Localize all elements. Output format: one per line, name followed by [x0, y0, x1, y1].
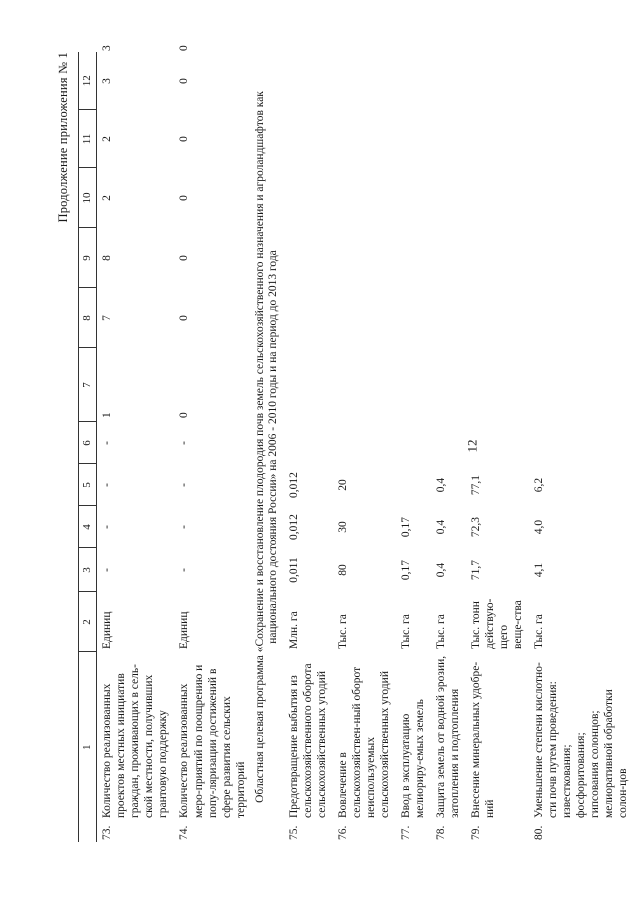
table-row	[396, 52, 431, 842]
value-cell	[431, 288, 466, 348]
column-header: 4	[79, 506, 97, 548]
unit-cell: Тыс. га	[337, 614, 350, 649]
value-cell	[396, 464, 431, 506]
row-number: 79.	[470, 825, 483, 840]
value-cell	[466, 288, 529, 348]
value-cell	[529, 168, 634, 228]
indicator-cell: Внесение минеральных удобре-ний	[470, 661, 497, 818]
value-cell: -	[101, 483, 114, 487]
value-cell	[529, 288, 634, 348]
section-row	[252, 52, 285, 842]
value-cell	[284, 348, 333, 422]
column-header: 2	[79, 592, 97, 652]
row-number: 78.	[435, 825, 448, 840]
value-cell: 7	[101, 315, 114, 321]
value-cell: 1	[101, 412, 114, 418]
column-header: 9	[79, 228, 97, 288]
value-cell: -	[178, 568, 191, 572]
value-cell: 0	[178, 412, 191, 418]
rotated-page-content	[50, 45, 640, 842]
indicator-cell: Защита земель от водной эрозии, затопления и подтопления	[435, 655, 462, 818]
value-cell: 0	[178, 315, 191, 321]
row-number: 76.	[337, 825, 350, 840]
value-cell	[333, 228, 396, 288]
value-cell: 0,012	[288, 514, 301, 540]
value-cell	[431, 110, 466, 168]
value-cell: 80	[337, 564, 350, 576]
value-cell	[431, 168, 466, 228]
value-cell	[284, 168, 333, 228]
value-cell	[333, 110, 396, 168]
value-cell: 71,7	[470, 559, 483, 581]
indicator-cell	[529, 652, 634, 820]
value-cell	[333, 348, 396, 422]
value-cell	[333, 52, 396, 110]
value-cell	[396, 228, 431, 288]
value-cell	[431, 348, 466, 422]
value-cell	[396, 110, 431, 168]
value-cell: -	[178, 483, 191, 487]
value-cell: 2	[101, 195, 114, 201]
table-row	[466, 52, 529, 842]
value-cell: 4,1	[533, 562, 546, 578]
value-cell	[284, 228, 333, 288]
section-title: Областная целевая программа «Сохранение и восстановление плодородия почв земель сельскохозяйственного назначения и агроландшафтов как национального достояния России» на 2006 - 2010 годы и на период до 2013 года	[253, 91, 280, 803]
row-number: 74.	[178, 825, 191, 840]
indicators-table	[78, 45, 635, 842]
column-header: 3	[79, 548, 97, 592]
indicator-cell: Количество реализованных меро-приятий по поощрению и попу-ляризации достижений в сфере развития сельских территорий	[178, 664, 247, 818]
table-row	[284, 52, 333, 842]
value-cell	[466, 228, 529, 288]
value-cell: 0,17	[400, 516, 413, 538]
value-cell: -	[101, 525, 114, 529]
column-header: 11	[79, 110, 97, 168]
row-number: 73.	[101, 825, 114, 840]
value-cell	[466, 110, 529, 168]
value-cell	[466, 52, 529, 110]
unit-cell: Млн. га	[288, 611, 301, 649]
column-header-row	[79, 52, 97, 842]
value-cell	[333, 422, 396, 464]
value-cell	[284, 422, 333, 464]
value-cell: 20	[337, 479, 350, 491]
unit-cell: Тыс. га	[435, 614, 448, 649]
column-header: 5	[79, 464, 97, 506]
unit-cell: Тыс. га	[400, 614, 413, 649]
value-cell: 8	[101, 255, 114, 261]
value-cell: 0,012	[288, 472, 301, 498]
value-cell	[529, 110, 634, 168]
value-cell: 0	[178, 255, 191, 261]
value-cell	[529, 422, 634, 464]
value-cell	[284, 52, 333, 110]
column-header: 1	[79, 652, 97, 842]
value-cell	[284, 288, 333, 348]
value-cell	[284, 110, 333, 168]
value-cell	[431, 422, 466, 464]
value-cell: 0	[178, 78, 191, 84]
indicator-cell: Количество реализованных проектов местных инициатив граждан, проживающих в сель-ской местности, получивших грантовую поддержку	[101, 664, 170, 818]
value-cell	[333, 168, 396, 228]
table-row	[431, 52, 466, 842]
indicator-line: мелиоративной обработки солон-цов	[603, 689, 630, 818]
value-cell: 0	[178, 136, 191, 142]
column-header: 10	[79, 168, 97, 228]
column-header: 8	[79, 288, 97, 348]
table-row: 74. Количество реализованных меро-приятий по поощрению и попу-ляризации достижений в сфере развития сельских территорий Единиц - - - - 0 0 0 0 0 0 0	[174, 52, 251, 842]
indicator-line: гипсования солонцов;	[589, 710, 602, 818]
indicator-cell: Предотвращение выбытия из сельскохозяйственного оборота сельскохозяйственных угодий	[288, 663, 329, 818]
value-cell: -	[101, 568, 114, 572]
indicator-cell: Ввод в эксплуатацию мелиориру-емых земель	[400, 699, 427, 818]
value-cell	[431, 228, 466, 288]
value-cell	[333, 288, 396, 348]
value-cell: 3	[101, 78, 114, 84]
value-cell: 2	[101, 136, 114, 142]
value-cell: 0,4	[435, 519, 448, 535]
value-cell: 72,3	[470, 516, 483, 538]
value-cell: -	[178, 441, 191, 445]
indicator-line: известкования;	[561, 744, 574, 818]
table-row	[333, 52, 396, 842]
value-cell: 0	[178, 195, 191, 201]
value-cell: 0,4	[435, 477, 448, 493]
row-number: 75.	[288, 825, 301, 840]
value-cell: 0,17	[400, 559, 413, 581]
value-cell	[396, 422, 431, 464]
table-row	[529, 52, 634, 842]
column-header: 6	[79, 422, 97, 464]
unit-cell: Тыс. га	[533, 614, 546, 649]
value-cell: -	[101, 441, 114, 445]
value-cell	[466, 168, 529, 228]
value-cell	[466, 422, 529, 464]
value-cell	[396, 288, 431, 348]
value-cell: 6,2	[533, 477, 546, 493]
column-header: 12	[79, 52, 97, 110]
value-cell	[396, 348, 431, 422]
value-cell: -	[178, 525, 191, 529]
row-number: 80.	[533, 825, 546, 840]
unit-cell: Единиц	[178, 611, 191, 649]
value-cell: 0,011	[288, 557, 301, 583]
value-cell: 77,1	[470, 474, 483, 496]
value-cell	[466, 348, 529, 422]
unit-cell: Тыс. тонн действую-щего веще-ства	[470, 598, 525, 649]
value-cell: 30	[337, 521, 350, 533]
value-cell	[529, 52, 634, 110]
annex-label: Продолжение приложения № 1	[56, 52, 70, 223]
value-cell	[396, 168, 431, 228]
value-cell	[431, 52, 466, 110]
row-number: 77.	[400, 825, 413, 840]
column-header: 7	[79, 348, 97, 422]
value-cell: 0,4	[435, 562, 448, 578]
value-cell	[396, 52, 431, 110]
value-cell: 4,0	[533, 519, 546, 535]
indicator-cell: Вовлечение в сельскохозяйствен-ный оборот неиспользуемых сельскохозяйственных угодий	[337, 666, 392, 818]
table-row: 73. Количество реализованных проектов местных инициатив граждан, проживающих в сель-ской местности, получивших грантовую поддержку Единиц - - - - 1 7 8 2 2 3 3	[97, 52, 175, 842]
value-cell	[529, 348, 634, 422]
value-cell	[529, 228, 634, 288]
indicator-line: Уменьшение степени кислотно-сти почв путем проведения:	[533, 662, 560, 818]
page-number: 12	[464, 439, 480, 453]
unit-cell: Единиц	[101, 611, 114, 649]
indicator-line: фосфоритования;	[575, 732, 588, 818]
